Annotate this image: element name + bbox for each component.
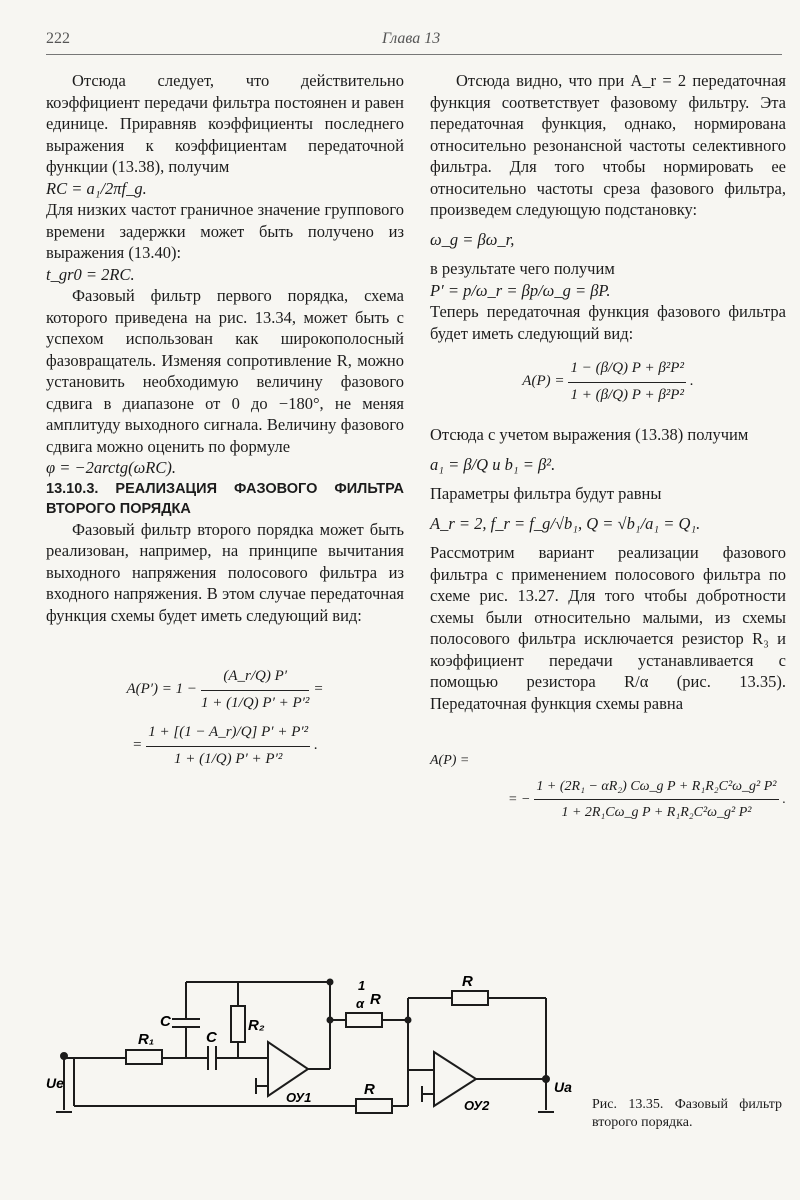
label-oy1: ОУ1 <box>286 1090 312 1105</box>
opamp-oy1 <box>268 1042 308 1096</box>
denominator: 1 + (β/Q) P + β²P² <box>570 386 684 403</box>
label-oy2: ОУ2 <box>464 1098 490 1113</box>
equation: P′ = p/ω_r = βp/ω_g = βP. <box>430 280 611 300</box>
equation-tail: . <box>782 791 786 807</box>
denominator: 1 + 2R₁Cω_g P + R₁R₂C²ω_g² P² <box>561 805 752 820</box>
label-c1: C <box>160 1013 171 1030</box>
denominator: 1 + (1/Q) P′ + P′² <box>174 750 283 767</box>
paragraph: Отсюда видно, что при A_r = 2 передаточная функция соответствует фазовому фильтру. Эта передаточная функция, однако, нормирована относительно резонансной частоты селективного фильтра. Для того чтобы нормировать ее относительно частоты среза фазового фильтра, произведем следующую подстановку: <box>430 71 786 219</box>
paragraph: Рассмотрим вариант реализации фазового фильтра с применением полосового фильтра по схеме рис. 13.27. Для того чтобы добротности схемы были относительно малыми, из схемы полосового фильтра исключается резистор R₃ и коэффициент передачи устанавливается с помощью резистора R/α (рис. 13.35). Передаточная функция схемы равна <box>430 543 786 713</box>
equation-prefix: = − <box>508 791 531 807</box>
equation-tail: . <box>314 737 318 754</box>
equation: t_gr0 = 2RC. <box>46 264 135 284</box>
equation-lhs: = <box>132 737 143 754</box>
paragraph: в результате чего получим <box>430 259 615 278</box>
label-ua: Ua <box>554 1079 572 1095</box>
label-ra: R <box>370 991 381 1008</box>
paragraph: Теперь передаточная функция фазового фильтра будет иметь следующий вид: <box>430 302 786 343</box>
fraction <box>146 722 310 770</box>
paragraph: Отсюда с учетом выражения (13.38) получим <box>430 425 749 444</box>
right-column <box>430 70 786 824</box>
paragraph: Отсюда следует, что действительно коэффициент передачи фильтра постоянен и равен единице. Приравняв коэффициенты последнего выражения к коэффициентам передаточной функции (13.38), получим <box>46 71 404 176</box>
label-r1: R₁ <box>138 1031 155 1048</box>
equation-lhs: A(P) = <box>522 373 565 390</box>
numerator: 1 − (β/Q) P + β²P² <box>568 358 685 383</box>
left-column <box>46 70 404 770</box>
running-head: Глава 13 <box>382 30 441 47</box>
resistor-r1 <box>126 1050 162 1064</box>
paragraph: Фазовый фильтр первого порядка, схема которого приведена на рис. 13.34, может быть с успехом использован как широкополосный фазовращатель. Изменяя сопротивление R, можно установить необходимую величину фазового сдвига в диапазоне от 0 до −180°, не меняя амплитуду выходного сигнала. Величину фазового сдвига можно оценить по формуле <box>46 286 404 456</box>
equation: ω_g = βω_r, <box>430 229 515 249</box>
paragraph: Параметры фильтра будут равны <box>430 484 662 503</box>
fraction <box>568 358 685 406</box>
resistor-r2 <box>231 1006 245 1042</box>
page-header <box>46 28 782 55</box>
equation-block <box>430 358 786 406</box>
equation-tail: . <box>689 373 694 390</box>
label-r2: R₂ <box>248 1017 265 1034</box>
label-ra-num: 1 <box>358 978 366 993</box>
label-ue: Uе <box>46 1075 64 1091</box>
output-terminal <box>543 1076 549 1082</box>
figure-caption: Рис. 13.35. Фазовый фильтр второго порядка. <box>592 1097 782 1130</box>
label-r-feedback: R <box>462 973 473 990</box>
equation: a₁ = β/Q и b₁ = β². <box>430 454 556 474</box>
resistor-r-feedback <box>452 991 488 1005</box>
resistor-r-alpha <box>346 1013 382 1027</box>
paragraph: Для низких частот граничное значение группового времени задержки может быть получено из выражения (13.40): <box>46 200 404 262</box>
fraction <box>534 776 778 824</box>
denominator: 1 + (1/Q) P′ + P′² <box>201 694 310 711</box>
equation-block <box>46 666 404 770</box>
label-r-bottom: R <box>364 1081 375 1098</box>
equation-lhs: A(P′) = 1 − <box>126 681 198 698</box>
numerator: 1 + [(1 − A_r)/Q] P′ + P′² <box>146 722 310 747</box>
numerator: (A_r/Q) P′ <box>201 666 309 691</box>
equation-block <box>430 750 786 824</box>
page-number: 222 <box>46 30 70 47</box>
equation: φ = −2arctg(ωRC). <box>46 458 176 477</box>
paragraph: Фазовый фильтр второго порядка может быть реализован, например, на принципе вычитания выходного напряжения полосового фильтра из входного напряжения. В этом случае передаточная функция схемы будет иметь следующий вид: <box>46 519 404 625</box>
equation-lhs: A(P) = <box>430 753 470 768</box>
fraction <box>201 666 309 714</box>
label-c2: C <box>206 1029 217 1046</box>
circuit-diagram <box>46 960 586 1130</box>
equation: A_r = 2, f_r = f_g/√b₁, Q = √b₁/a₁ = Q₁. <box>430 513 701 533</box>
resistor-r-bottom <box>356 1099 392 1113</box>
numerator: 1 + (2R₁ − αR₂) Cω_g P + R₁R₂C²ω_g² P² <box>534 776 778 801</box>
equation: RC = a₁/2πf_g. <box>46 178 147 198</box>
section-heading: 13.10.3. РЕАЛИЗАЦИЯ ФАЗОВОГО ФИЛЬТРА ВТОРОГО ПОРЯДКА <box>46 480 404 517</box>
equation-tail: = <box>313 681 324 698</box>
label-ra-den: α <box>356 996 365 1011</box>
